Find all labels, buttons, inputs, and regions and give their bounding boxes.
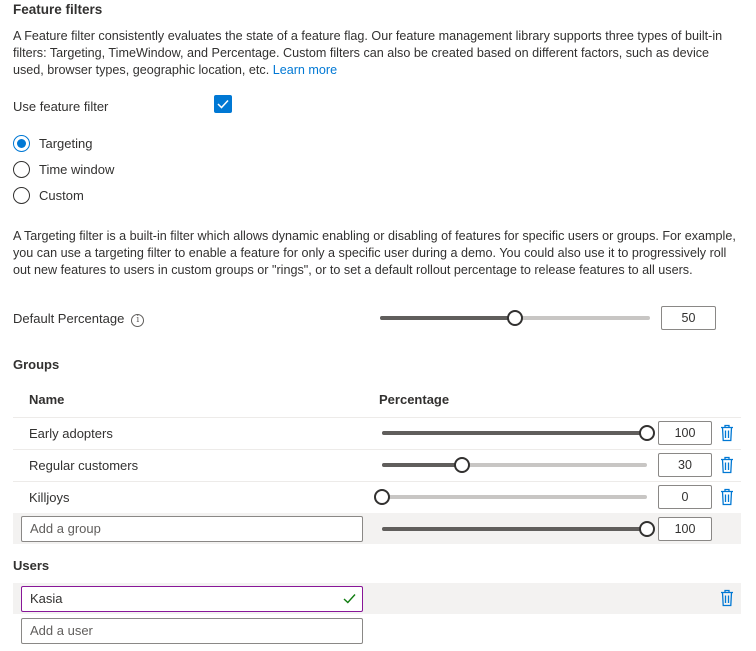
default-percentage-input[interactable]: 50 [661, 306, 716, 330]
groups-name-header: Name [29, 392, 65, 407]
divider [13, 449, 741, 450]
radio-unselected-icon [13, 161, 30, 178]
default-percentage-slider[interactable] [380, 308, 650, 328]
group-percentage-slider[interactable] [382, 423, 647, 443]
user-input[interactable] [21, 586, 363, 612]
checkmark-icon [343, 593, 356, 604]
trash-icon[interactable] [720, 424, 734, 442]
learn-more-link[interactable]: Learn more [272, 63, 338, 77]
trash-icon[interactable] [720, 488, 734, 506]
slider-thumb[interactable] [639, 425, 655, 441]
users-title: Users [13, 558, 50, 573]
radio-unselected-icon [13, 187, 30, 204]
use-feature-filter-label: Use feature filter [13, 99, 109, 114]
add-user-input[interactable]: Add a user [21, 618, 363, 644]
group-name: Killjoys [29, 490, 70, 505]
group-name: Regular customers [29, 458, 139, 473]
slider-thumb[interactable] [507, 310, 523, 326]
groups-percentage-header: Percentage [379, 392, 450, 407]
divider [13, 417, 741, 418]
add-group-input[interactable]: Add a group [21, 516, 363, 542]
trash-icon[interactable] [720, 456, 734, 474]
slider-thumb[interactable] [374, 489, 390, 505]
radio-label-targeting: Targeting [39, 135, 93, 151]
default-percentage-label [13, 311, 144, 327]
info-icon[interactable]: i [131, 314, 144, 327]
section-title: Feature filters [13, 2, 103, 17]
groups-title: Groups [13, 357, 60, 372]
user-name: Kasia [30, 591, 63, 606]
radio-label-time-window: Time window [39, 161, 115, 177]
add-group-percentage-slider[interactable] [382, 519, 647, 539]
radio-label-custom: Custom [39, 187, 84, 203]
group-percentage-input[interactable]: 100 [658, 421, 712, 445]
divider [13, 481, 741, 482]
checkmark-icon [217, 99, 229, 109]
description-text: A Feature filter consistently evaluates the state of a feature flag. Our feature management library supports three types of built-in filters: Targeting, TimeWindow, and Percentage. Custom filters can also be created based on different factors, such as device used, browser types, geographic location, etc. [13, 29, 723, 77]
radio-targeting[interactable] [13, 133, 92, 153]
feature-filters-description [13, 28, 743, 79]
radio-selected-icon [13, 135, 30, 152]
group-percentage-slider[interactable] [382, 487, 647, 507]
targeting-description: A Targeting filter is a built-in filter which allows dynamic enabling or disabling of features for specific users or groups. For example, you can use a targeting filter to enable a feature for only a specific user during a demo. You could also use it to progressively roll out new features to users in custom groups or "rings", or to set a default rollout percentage to release features to all users. [13, 229, 736, 277]
group-name: Early adopters [29, 426, 113, 441]
group-percentage-input[interactable]: 0 [658, 485, 712, 509]
slider-thumb[interactable] [454, 457, 470, 473]
default-percentage-text: Default Percentage [13, 311, 125, 326]
use-feature-filter-checkbox[interactable] [214, 95, 232, 113]
add-group-percentage-input[interactable]: 100 [658, 517, 712, 541]
slider-thumb[interactable] [639, 521, 655, 537]
radio-time-window[interactable] [13, 159, 114, 179]
radio-custom[interactable] [13, 185, 84, 205]
group-percentage-slider[interactable] [382, 455, 647, 475]
trash-icon[interactable] [720, 589, 734, 607]
group-percentage-input[interactable]: 30 [658, 453, 712, 477]
